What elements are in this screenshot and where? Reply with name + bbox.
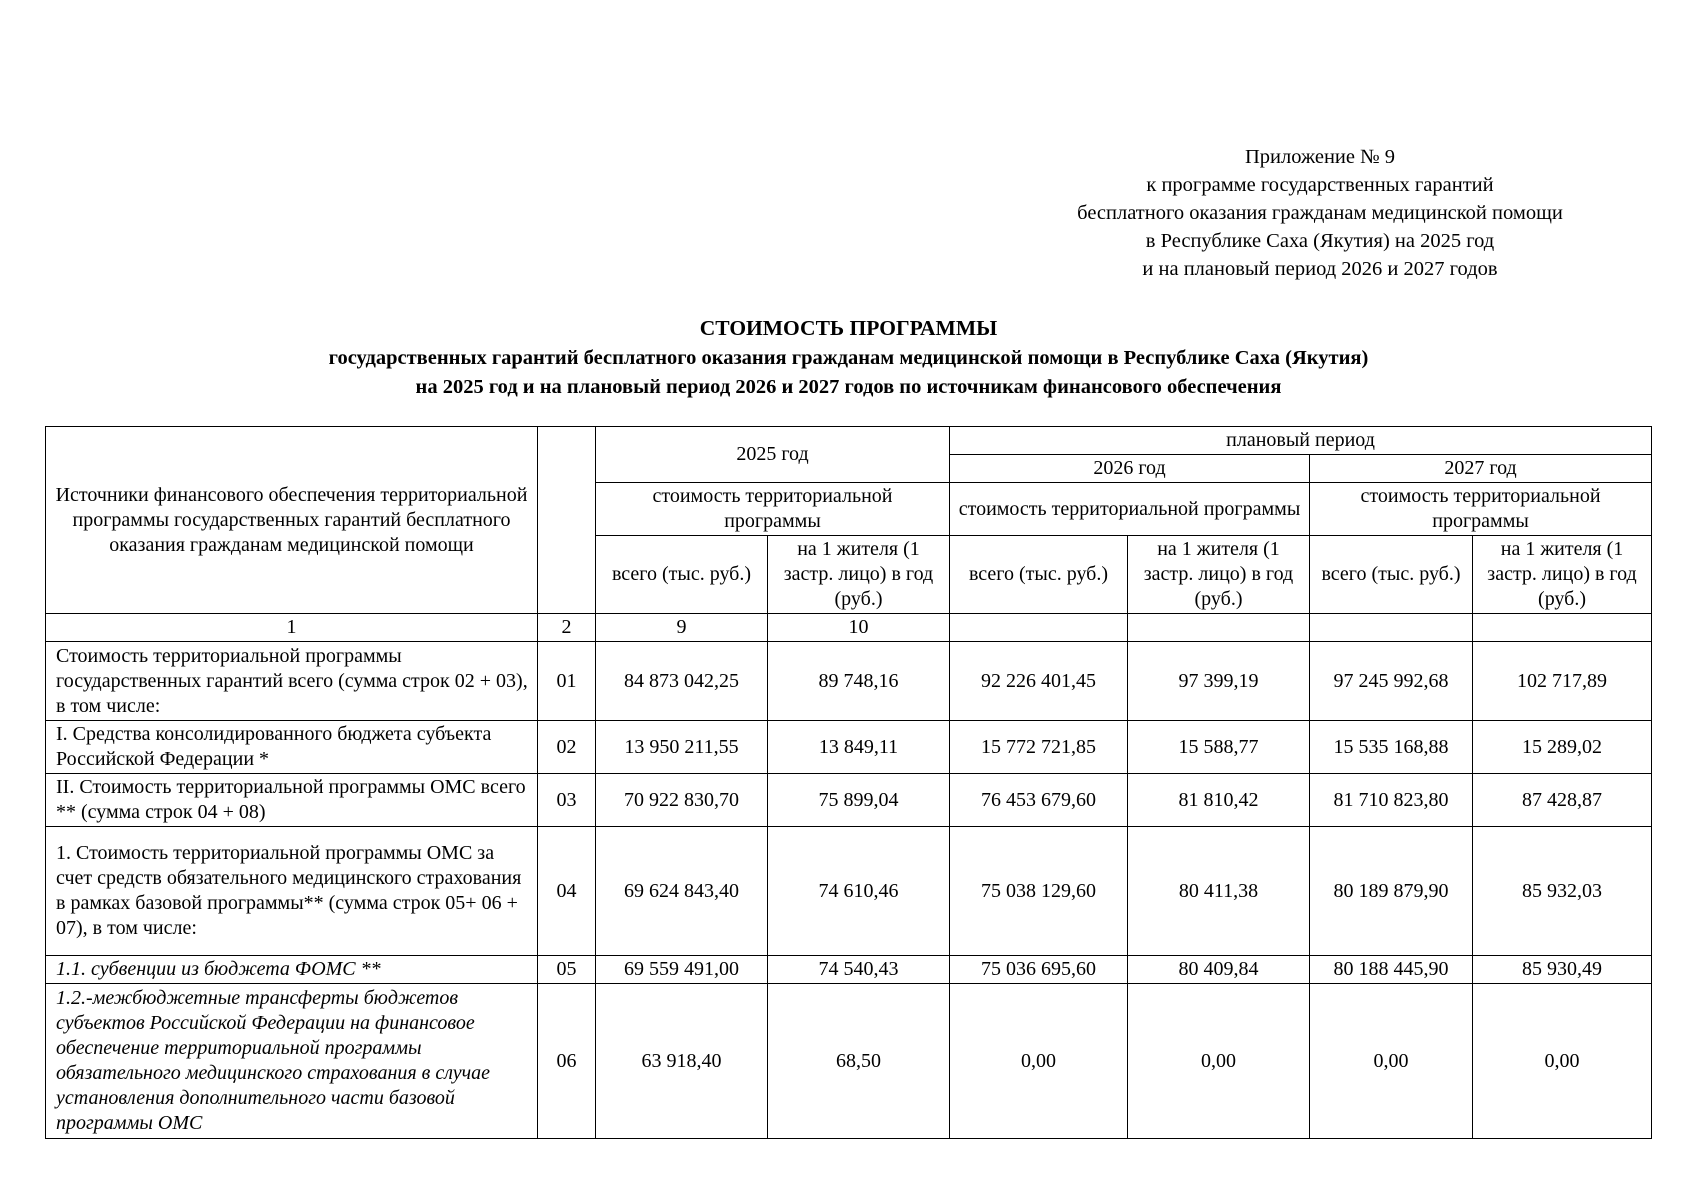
value-cell: 80 411,38 bbox=[1128, 827, 1310, 956]
value-cell: 97 399,19 bbox=[1128, 642, 1310, 721]
annex-block bbox=[1020, 143, 1620, 283]
document-title bbox=[0, 313, 1697, 402]
value-cell: 70 922 830,70 bbox=[596, 774, 768, 827]
value-cell: 80 409,84 bbox=[1128, 956, 1310, 984]
header-per-capita: на 1 жителя (1 застр. лицо) в год (руб.) bbox=[768, 536, 950, 614]
header-cost-2026: стоимость территориальной программы bbox=[950, 483, 1310, 536]
value-cell: 80 188 445,90 bbox=[1310, 956, 1473, 984]
title-main: СТОИМОСТЬ ПРОГРАММЫ bbox=[699, 316, 998, 340]
cost-table bbox=[45, 426, 1652, 1139]
value-cell: 75 038 129,60 bbox=[950, 827, 1128, 956]
value-cell: 15 588,77 bbox=[1128, 721, 1310, 774]
table-row bbox=[46, 956, 1652, 984]
value-cell: 15 535 168,88 bbox=[1310, 721, 1473, 774]
row-label: 1.1. субвенции из бюджета ФОМС ** bbox=[46, 956, 538, 984]
value-cell: 81 710 823,80 bbox=[1310, 774, 1473, 827]
header-total: всего (тыс. руб.) bbox=[950, 536, 1128, 614]
value-cell: 69 559 491,00 bbox=[596, 956, 768, 984]
column-number: 2 bbox=[538, 614, 596, 642]
column-number: 9 bbox=[596, 614, 768, 642]
column-number bbox=[1310, 614, 1473, 642]
header-year-2025: 2025 год bbox=[596, 427, 950, 483]
value-cell: 84 873 042,25 bbox=[596, 642, 768, 721]
value-cell: 85 930,49 bbox=[1473, 956, 1652, 984]
row-label: 1. Стоимость территориальной программы ОМС за счет средств обязательного медицинского страхования в рамках базовой программы** (сумма строк 05+ 06 + 07), в том числе: bbox=[46, 827, 538, 956]
value-cell: 97 245 992,68 bbox=[1310, 642, 1473, 721]
value-cell: 0,00 bbox=[1128, 984, 1310, 1139]
column-number: 1 bbox=[46, 614, 538, 642]
value-cell: 15 289,02 bbox=[1473, 721, 1652, 774]
header-source: Источники финансового обеспечения территориальной программы государственных гарантий бесплатного оказания гражданам медицинской помощи bbox=[46, 427, 538, 614]
table-row bbox=[46, 827, 1652, 956]
value-cell: 0,00 bbox=[1473, 984, 1652, 1139]
value-cell: 0,00 bbox=[1310, 984, 1473, 1139]
value-cell: 102 717,89 bbox=[1473, 642, 1652, 721]
table-row bbox=[46, 642, 1652, 721]
row-label: II. Стоимость территориальной программы ОМС всего ** (сумма строк 04 + 08) bbox=[46, 774, 538, 827]
column-number bbox=[1128, 614, 1310, 642]
value-cell: 87 428,87 bbox=[1473, 774, 1652, 827]
header-year-2027: 2027 год bbox=[1310, 455, 1652, 483]
row-code: 02 bbox=[538, 721, 596, 774]
value-cell: 63 918,40 bbox=[596, 984, 768, 1139]
value-cell: 81 810,42 bbox=[1128, 774, 1310, 827]
table-row bbox=[46, 984, 1652, 1139]
value-cell: 85 932,03 bbox=[1473, 827, 1652, 956]
annex-line: бесплатного оказания гражданам медицинской помощи bbox=[1077, 202, 1563, 224]
value-cell: 89 748,16 bbox=[768, 642, 950, 721]
table-row bbox=[46, 774, 1652, 827]
annex-line: к программе государственных гарантий bbox=[1146, 174, 1494, 196]
value-cell: 75 899,04 bbox=[768, 774, 950, 827]
value-cell: 15 772 721,85 bbox=[950, 721, 1128, 774]
column-number bbox=[950, 614, 1128, 642]
row-label: I. Средства консолидированного бюджета субъекта Российской Федерации * bbox=[46, 721, 538, 774]
header-total: всего (тыс. руб.) bbox=[596, 536, 768, 614]
row-label: Стоимость территориальной программы государственных гарантий всего (сумма строк 02 + 03), в том числе: bbox=[46, 642, 538, 721]
row-code: 06 bbox=[538, 984, 596, 1139]
column-number-row bbox=[46, 614, 1652, 642]
header-cost-2027: стоимость территориальной программы bbox=[1310, 483, 1652, 536]
value-cell: 80 189 879,90 bbox=[1310, 827, 1473, 956]
column-number bbox=[1473, 614, 1652, 642]
value-cell: 75 036 695,60 bbox=[950, 956, 1128, 984]
header-code bbox=[538, 427, 596, 614]
annex-line: Приложение № 9 bbox=[1244, 146, 1396, 168]
value-cell: 68,50 bbox=[768, 984, 950, 1139]
title-subtitle: государственных гарантий бесплатного оказания гражданам медицинской помощи в Республике Саха (Якутия) bbox=[328, 347, 1369, 369]
row-code: 01 bbox=[538, 642, 596, 721]
value-cell: 74 610,46 bbox=[768, 827, 950, 956]
header-total: всего (тыс. руб.) bbox=[1310, 536, 1473, 614]
annex-line: и на плановый период 2026 и 2027 годов bbox=[1142, 258, 1498, 280]
value-cell: 74 540,43 bbox=[768, 956, 950, 984]
value-cell: 92 226 401,45 bbox=[950, 642, 1128, 721]
row-code: 04 bbox=[538, 827, 596, 956]
header-planning-period: плановый период bbox=[950, 427, 1652, 455]
header-per-capita: на 1 жителя (1 застр. лицо) в год (руб.) bbox=[1473, 536, 1652, 614]
row-code: 05 bbox=[538, 956, 596, 984]
value-cell: 69 624 843,40 bbox=[596, 827, 768, 956]
column-number: 10 bbox=[768, 614, 950, 642]
value-cell: 13 950 211,55 bbox=[596, 721, 768, 774]
title-subtitle: на 2025 год и на плановый период 2026 и 2027 годов по источникам финансового обеспечения bbox=[415, 376, 1282, 398]
value-cell: 0,00 bbox=[950, 984, 1128, 1139]
value-cell: 13 849,11 bbox=[768, 721, 950, 774]
row-code: 03 bbox=[538, 774, 596, 827]
annex-line: в Республике Саха (Якутия) на 2025 год bbox=[1145, 230, 1495, 252]
table-row bbox=[46, 721, 1652, 774]
row-label: 1.2.-межбюджетные трансферты бюджетов субъектов Российской Федерации на финансовое обеспечение территориальной программы обязательного медицинского страхования в случае установления дополнительного части базовой программы ОМС bbox=[46, 984, 538, 1139]
value-cell: 76 453 679,60 bbox=[950, 774, 1128, 827]
header-per-capita: на 1 жителя (1 застр. лицо) в год (руб.) bbox=[1128, 536, 1310, 614]
header-year-2026: 2026 год bbox=[950, 455, 1310, 483]
header-cost-2025: стоимость территориальной программы bbox=[596, 483, 950, 536]
